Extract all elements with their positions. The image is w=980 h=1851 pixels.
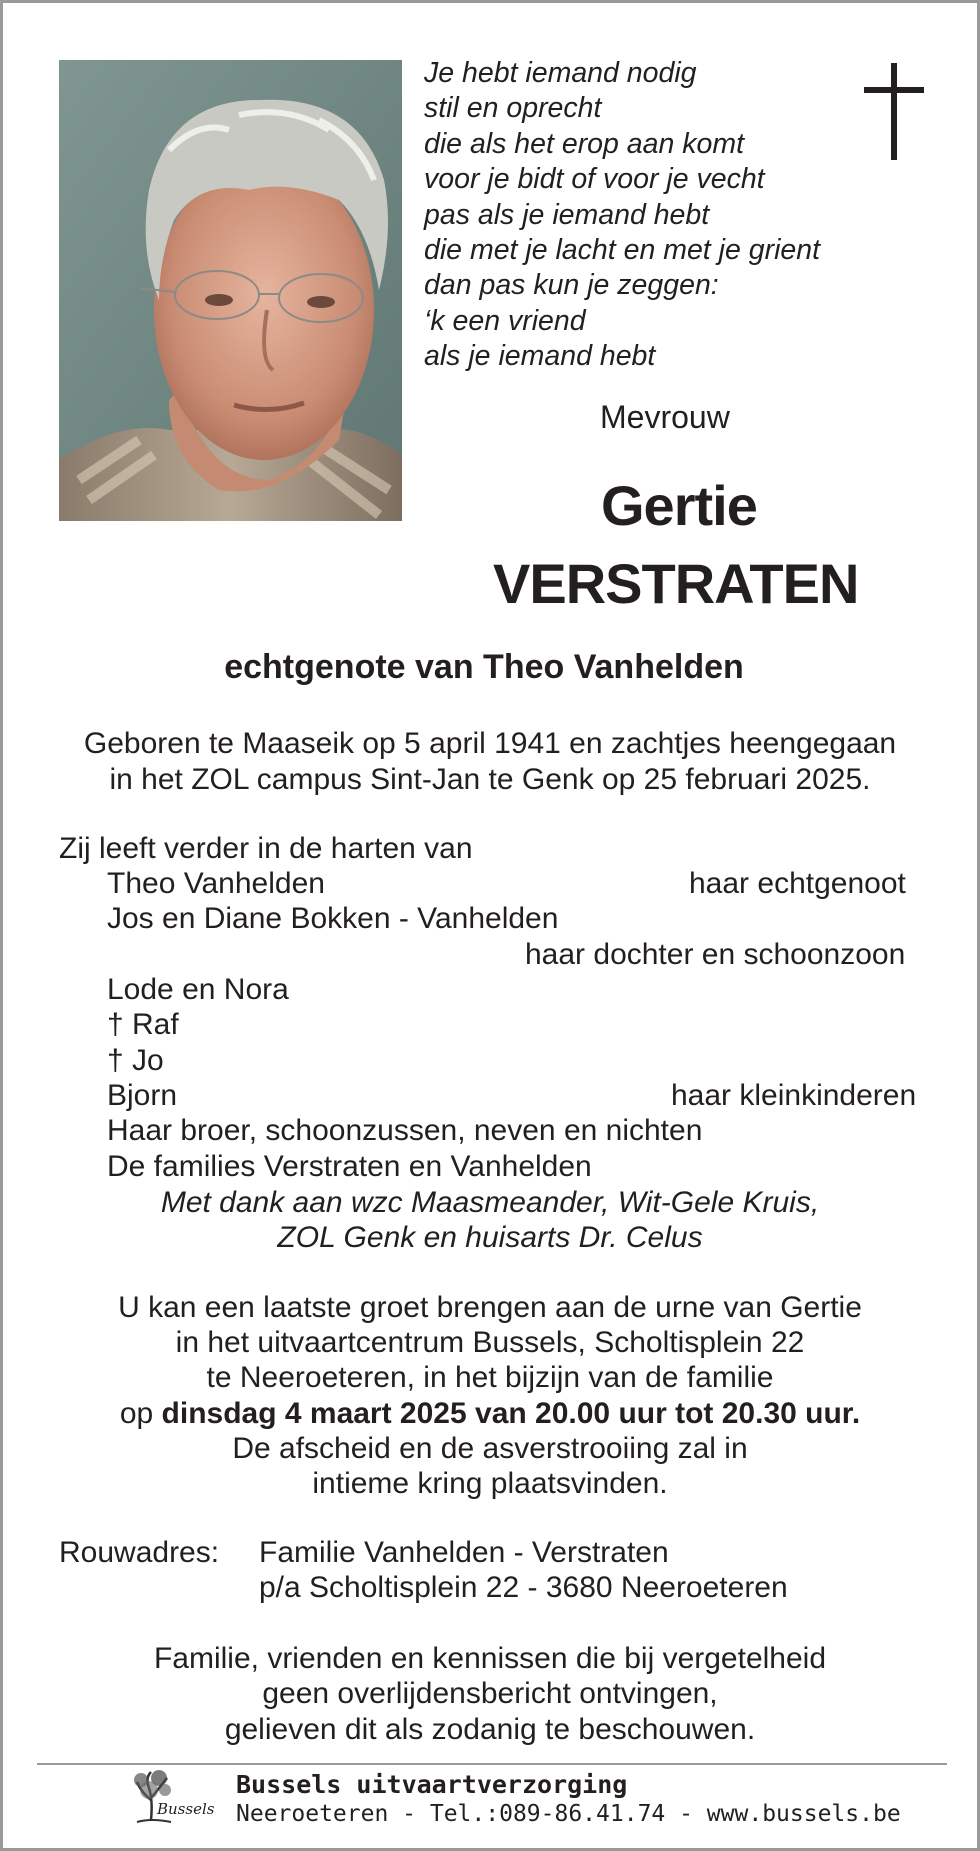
farewell-line-2: in het uitvaartcentrum Bussels, Scholtisplein 22 (175, 1326, 805, 1359)
farewell-line-1: U kan een laatste groet brengen aan de urne van Gertie (118, 1291, 862, 1324)
portrait-image (59, 60, 402, 521)
thanks-line-2: ZOL Genk en huisarts Dr. Celus (277, 1221, 703, 1254)
farewell-date-prefix: op (119, 1397, 162, 1430)
farewell-line-5: De afscheid en de asverstrooiing zal in (232, 1432, 748, 1465)
notice-line-3: gelieven dit als zodanig te beschouwen. (224, 1713, 756, 1746)
grandchild: Bjorn (107, 1079, 178, 1112)
poem-line: als je iemand hebt (424, 340, 656, 373)
survivor-siblings: Haar broer, schoonzussen, neven en nichten (107, 1114, 703, 1147)
footer-divider (37, 1763, 947, 1765)
poem-line: die met je lacht en met je grient (424, 234, 821, 267)
farewell-line-6: intieme kring plaatsvinden. (312, 1467, 668, 1500)
relation-spouse: haar echtgenoot (689, 867, 906, 900)
spouse-line: echtgenote van Theo Vanhelden (224, 648, 744, 686)
grandchild: † Raf (107, 1008, 179, 1041)
logo-text: Bussels (157, 1800, 215, 1818)
title: Mevrouw (600, 399, 730, 435)
poem-line: ‘k een vriend (424, 304, 586, 337)
cross-icon (864, 63, 924, 160)
survivor-spouse: Theo Vanhelden (107, 867, 325, 900)
portrait-photo (59, 60, 402, 521)
grandchild: † Jo (107, 1044, 164, 1077)
company-name: Bussels uitvaartverzorging (236, 1770, 628, 1799)
poem-line: stil en oprecht (424, 92, 602, 125)
first-name: Gertie (601, 474, 757, 537)
birth-death-line-1: Geboren te Maaseik op 5 april 1941 en zachtjes heengegaan (83, 727, 897, 760)
poem-line: Je hebt iemand nodig (424, 57, 697, 89)
farewell-date: dinsdag 4 maart 2025 van 20.00 uur tot 20.30 uur. (161, 1397, 861, 1430)
poem-line: dan pas kun je zeggen: (424, 269, 719, 302)
last-name: VERSTRATEN (493, 552, 859, 615)
farewell-line-4 (3, 1396, 977, 1432)
birth-death-line-2: in het ZOL campus Sint-Jan te Genk op 25 februari 2025. (109, 763, 871, 796)
notice-line-2: geen overlijdensbericht ontvingen, (262, 1677, 718, 1710)
poem-line: pas als je iemand hebt (424, 198, 710, 231)
poem-line: die als het erop aan komt (424, 127, 745, 160)
survivor-families: De families Verstraten en Vanhelden (107, 1150, 592, 1183)
farewell-line-3: te Neeroeteren, in het bijzijn van de familie (206, 1361, 774, 1394)
thanks-line-1: Met dank aan wzc Maasmeander, Wit-Gele Kruis, (160, 1186, 820, 1219)
notice-line-1: Familie, vrienden en kennissen die bij vergetelheid (153, 1642, 827, 1675)
address-line-1: Familie Vanhelden - Verstraten (259, 1536, 669, 1569)
poem (424, 56, 820, 375)
poem-line: voor je bidt of voor je vecht (424, 163, 765, 196)
relation-daughter: haar dochter en schoonzoon (525, 938, 906, 971)
survivor-daughter: Jos en Diane Bokken - Vanhelden (107, 902, 559, 935)
address-line-2: p/a Scholtisplein 22 - 3680 Neeroeteren (259, 1571, 788, 1604)
relation-grandchildren: haar kleinkinderen (671, 1079, 917, 1112)
grandchild: Lode en Nora (107, 973, 289, 1006)
address-label: Rouwadres: (59, 1536, 220, 1569)
survivors-intro: Zij leeft verder in de harten van (59, 832, 473, 865)
company-contact: Neeroeteren - Tel.:089-86.41.74 - www.bussels.be (236, 1801, 901, 1827)
